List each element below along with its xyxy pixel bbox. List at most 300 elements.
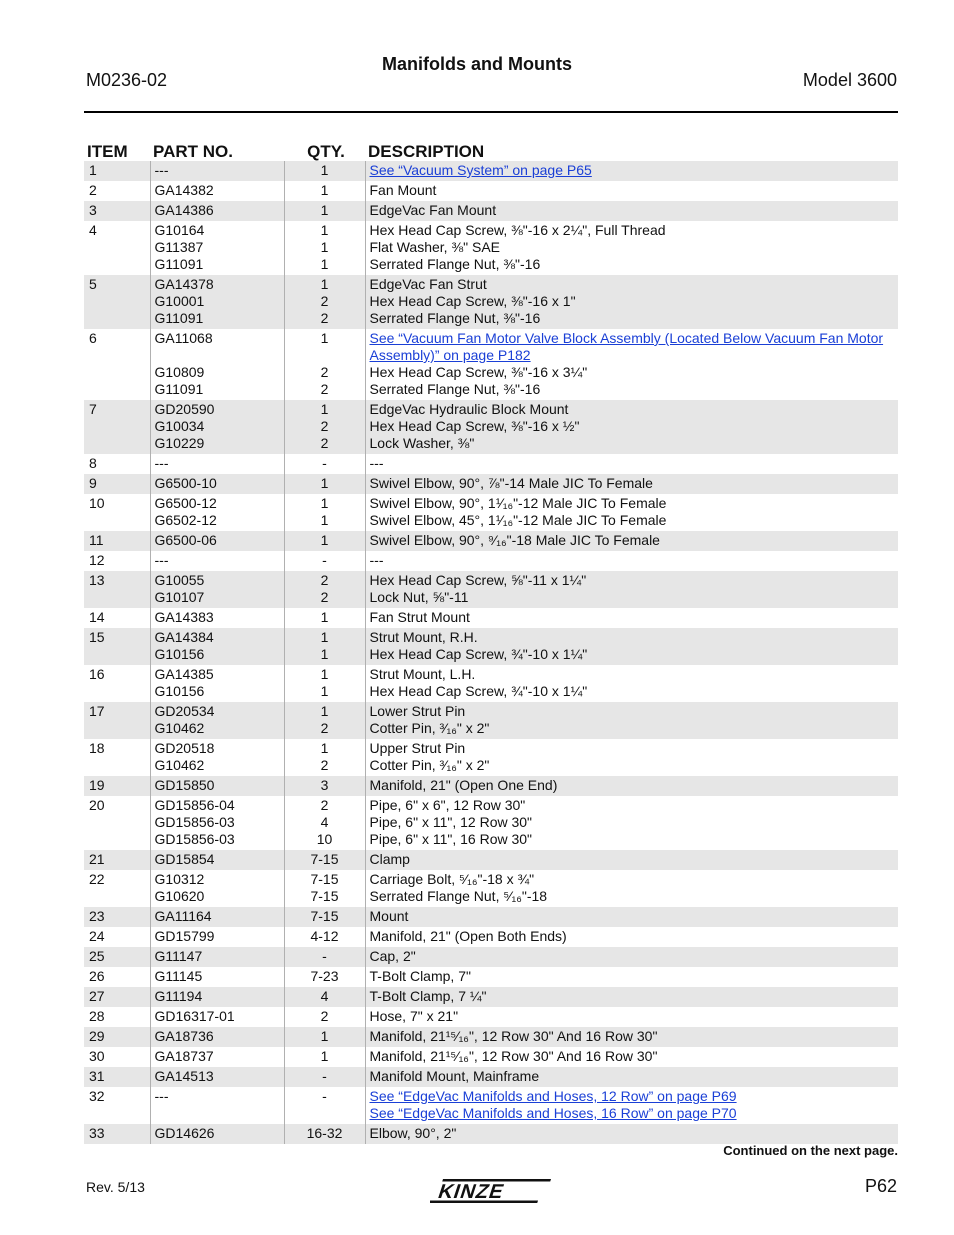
quantity-text: - bbox=[322, 1088, 327, 1104]
description-text: Swivel Elbow, 90°, ⅞"-14 Male JIC To Female bbox=[369, 475, 653, 491]
quantity-text: 2 bbox=[320, 757, 329, 773]
part-number-cell bbox=[150, 1087, 284, 1124]
quantity-cell bbox=[284, 947, 365, 967]
part-number-text: G11194 bbox=[154, 988, 203, 1004]
description-cell bbox=[365, 221, 898, 275]
part-number-text: G10156 bbox=[154, 683, 205, 699]
table-row bbox=[84, 739, 898, 776]
quantity-text: 4 bbox=[320, 814, 329, 830]
table-row bbox=[84, 1067, 898, 1087]
table-row bbox=[84, 1087, 898, 1124]
table-row bbox=[84, 628, 898, 665]
item-number: 25 bbox=[84, 947, 150, 967]
part-number-cell bbox=[150, 987, 284, 1007]
parts-table-body bbox=[84, 161, 898, 1144]
part-number-cell bbox=[150, 1047, 284, 1067]
part-number-cell bbox=[150, 628, 284, 665]
quantity-cell bbox=[284, 551, 365, 571]
part-number-text: G10156 bbox=[154, 646, 205, 662]
quantity-cell bbox=[284, 181, 365, 201]
part-number-text: --- bbox=[154, 552, 169, 568]
quantity-cell bbox=[284, 201, 365, 221]
table-row bbox=[84, 870, 898, 907]
quantity-cell bbox=[284, 329, 365, 400]
part-number-cell bbox=[150, 1027, 284, 1047]
quantity-text: 1 bbox=[320, 276, 329, 292]
item-number: 16 bbox=[89, 666, 105, 682]
description-text: Lock Nut, ⅝"-11 bbox=[369, 589, 469, 605]
part-number-cell bbox=[150, 400, 284, 454]
description-cell bbox=[365, 181, 898, 201]
table-row bbox=[84, 776, 898, 796]
description-cell bbox=[365, 776, 898, 796]
part-number-cell bbox=[150, 275, 284, 329]
description-cell bbox=[365, 628, 898, 665]
quantity-text: 2 bbox=[320, 435, 329, 451]
item-number: 19 bbox=[84, 776, 150, 796]
quantity-text: 16-32 bbox=[306, 1125, 343, 1141]
quantity-cell bbox=[284, 739, 365, 776]
description-cell bbox=[365, 1124, 898, 1144]
description-text: Mount bbox=[369, 908, 409, 924]
quantity-text: 1 bbox=[320, 256, 329, 272]
quantity-text: 7-15 bbox=[310, 908, 339, 924]
part-number-text: GA18736 bbox=[154, 1028, 214, 1044]
description-text: Cotter Pin, ³⁄₁₆" x 2" bbox=[369, 720, 490, 736]
quantity-cell bbox=[284, 927, 365, 947]
item-number: 7 bbox=[84, 400, 150, 454]
description-cell bbox=[365, 551, 898, 571]
description-text: Serrated Flange Nut, ⅜"-16 bbox=[369, 381, 541, 397]
cross-reference-link[interactable]: See “Vacuum System” on page P65 bbox=[369, 162, 592, 178]
item-number: 13 bbox=[84, 571, 150, 608]
quantity-text: - bbox=[322, 455, 327, 471]
part-number-cell bbox=[150, 181, 284, 201]
quantity-cell bbox=[284, 1087, 365, 1124]
part-number-cell bbox=[150, 927, 284, 947]
quantity-cell bbox=[284, 1124, 365, 1144]
item-number: 8 bbox=[89, 455, 97, 471]
quantity-text: 1 bbox=[320, 1028, 329, 1044]
quantity-cell bbox=[284, 967, 365, 987]
quantity-text: 4 bbox=[320, 988, 329, 1004]
quantity-text: 2 bbox=[320, 381, 329, 397]
quantity-cell bbox=[284, 161, 365, 181]
table-row bbox=[84, 275, 898, 329]
description-text: Strut Mount, R.H. bbox=[369, 629, 478, 645]
part-number-text: G10809 bbox=[154, 364, 205, 380]
part-number-cell bbox=[150, 947, 284, 967]
part-number-text: G10620 bbox=[154, 888, 205, 904]
quantity-cell bbox=[284, 1047, 365, 1067]
description-cell bbox=[365, 571, 898, 608]
quantity-cell bbox=[284, 608, 365, 628]
description-cell bbox=[365, 947, 898, 967]
cross-reference-link[interactable]: See “Vacuum Fan Motor Valve Block Assembly (Located Below Vacuum Fan Motor bbox=[369, 330, 884, 346]
model-label: Model 3600 bbox=[802, 70, 897, 90]
description-text: Serrated Flange Nut, ⅜"-16 bbox=[369, 256, 541, 272]
description-cell bbox=[365, 1047, 898, 1067]
part-number-cell bbox=[150, 907, 284, 927]
item-number: 24 bbox=[89, 928, 105, 944]
quantity-text: 1 bbox=[320, 162, 329, 178]
table-row bbox=[84, 571, 898, 608]
item-number: 29 bbox=[84, 1027, 150, 1047]
item-number: 3 bbox=[84, 201, 150, 221]
part-number-text: GD15856-03 bbox=[154, 814, 235, 830]
table-row bbox=[84, 702, 898, 739]
part-number-text: G11387 bbox=[154, 239, 204, 255]
quantity-text: 10 bbox=[316, 831, 333, 847]
quantity-cell bbox=[284, 628, 365, 665]
header-divider bbox=[84, 111, 898, 113]
quantity-cell bbox=[284, 571, 365, 608]
description-text: Clamp bbox=[369, 851, 410, 867]
table-row bbox=[84, 987, 898, 1007]
item-number: 12 bbox=[89, 552, 105, 568]
quantity-text: 1 bbox=[320, 629, 329, 645]
cross-reference-link[interactable]: See “EdgeVac Manifolds and Hoses, 12 Row” on page P69 bbox=[369, 1088, 737, 1104]
part-number-cell bbox=[150, 739, 284, 776]
table-row bbox=[84, 454, 898, 474]
part-number-text: GD15854 bbox=[154, 851, 215, 867]
quantity-cell bbox=[284, 850, 365, 870]
item-number: 23 bbox=[84, 907, 150, 927]
quantity-text: 2 bbox=[320, 310, 329, 326]
item-number: 32 bbox=[89, 1088, 105, 1104]
column-header-item: ITEM bbox=[87, 142, 128, 161]
description-cell bbox=[365, 870, 898, 907]
quantity-text: 1 bbox=[320, 666, 329, 682]
part-number-cell bbox=[150, 1007, 284, 1027]
table-row bbox=[84, 400, 898, 454]
column-header-part-no: PART NO. bbox=[153, 142, 233, 161]
description-text: Lower Strut Pin bbox=[369, 703, 466, 719]
part-number-cell bbox=[150, 608, 284, 628]
quantity-text: 1 bbox=[320, 646, 329, 662]
item-number: 15 bbox=[84, 628, 150, 665]
part-number-text: GD15850 bbox=[154, 777, 215, 793]
quantity-cell bbox=[284, 275, 365, 329]
quantity-text: 1 bbox=[320, 609, 329, 625]
description-text: Cotter Pin, ³⁄₁₆" x 2" bbox=[369, 757, 490, 773]
quantity-text: 1 bbox=[320, 401, 329, 417]
part-number-text bbox=[155, 347, 284, 364]
item-number: 33 bbox=[84, 1124, 150, 1144]
description-text: --- bbox=[369, 552, 384, 568]
quantity-cell bbox=[284, 400, 365, 454]
description-text: Serrated Flange Nut, ⁵⁄₁₆"-18 bbox=[369, 888, 548, 904]
part-number-text: --- bbox=[154, 162, 169, 178]
part-number-text: G11147 bbox=[154, 948, 203, 964]
quantity-text: 7-15 bbox=[310, 871, 339, 887]
part-number-text: G10462 bbox=[154, 720, 205, 736]
part-number-text: GA14378 bbox=[154, 276, 214, 292]
part-number-cell bbox=[150, 454, 284, 474]
part-number-cell bbox=[150, 665, 284, 702]
item-number: 21 bbox=[84, 850, 150, 870]
page-title: Manifolds and Mounts bbox=[382, 54, 572, 74]
description-text: Hex Head Cap Screw, ¾"-10 x 1¼" bbox=[369, 683, 588, 699]
description-cell bbox=[365, 987, 898, 1007]
quantity-text: 7-23 bbox=[310, 968, 339, 984]
part-number-text: GA11068 bbox=[154, 330, 213, 346]
item-number: 11 bbox=[84, 531, 150, 551]
description-text: Serrated Flange Nut, ⅜"-16 bbox=[369, 310, 541, 326]
description-text: Strut Mount, L.H. bbox=[369, 666, 476, 682]
revision-label: Rev. 5/13 bbox=[86, 1179, 145, 1195]
description-text: Upper Strut Pin bbox=[369, 740, 466, 756]
description-cell bbox=[365, 275, 898, 329]
table-row bbox=[84, 221, 898, 275]
part-number-cell bbox=[150, 850, 284, 870]
item-number: 4 bbox=[89, 222, 97, 238]
description-text: T-Bolt Clamp, 7" bbox=[369, 968, 471, 984]
description-cell bbox=[365, 494, 898, 531]
quantity-text: - bbox=[322, 948, 327, 964]
description-cell bbox=[365, 1067, 898, 1087]
quantity-cell bbox=[284, 702, 365, 739]
quantity-cell bbox=[284, 1067, 365, 1087]
quantity-text: 1 bbox=[320, 740, 329, 756]
table-row bbox=[84, 161, 898, 181]
description-cell bbox=[365, 702, 898, 739]
part-number-text: GD20590 bbox=[154, 401, 215, 417]
table-row bbox=[84, 665, 898, 702]
description-cell bbox=[365, 1087, 898, 1124]
part-number-cell bbox=[150, 161, 284, 181]
quantity-text: 1 bbox=[320, 202, 329, 218]
description-text: Hex Head Cap Screw, ⅝"-11 x 1¼" bbox=[369, 572, 587, 588]
part-number-text: GD15799 bbox=[154, 928, 215, 944]
part-number-text: G6502-12 bbox=[154, 512, 217, 528]
table-row bbox=[84, 927, 898, 947]
table-header-row bbox=[84, 140, 898, 161]
description-text: EdgeVac Fan Strut bbox=[369, 276, 487, 292]
quantity-text: 1 bbox=[320, 683, 329, 699]
column-header-description: DESCRIPTION bbox=[368, 142, 485, 161]
table-row bbox=[84, 474, 898, 494]
part-number-text: GD15856-03 bbox=[154, 831, 235, 847]
quantity-text: 3 bbox=[320, 777, 329, 793]
quantity-cell bbox=[284, 796, 365, 850]
quantity-text: - bbox=[322, 1068, 327, 1084]
part-number-text: G10001 bbox=[154, 293, 205, 309]
item-number: 9 bbox=[84, 474, 150, 494]
description-cell bbox=[365, 201, 898, 221]
quantity-text: 2 bbox=[320, 720, 329, 736]
part-number-text: G6500-06 bbox=[154, 532, 217, 548]
part-number-text: G6500-10 bbox=[154, 475, 217, 491]
quantity-cell bbox=[284, 776, 365, 796]
quantity-text: 1 bbox=[320, 512, 329, 528]
description-cell bbox=[365, 850, 898, 870]
table-row bbox=[84, 947, 898, 967]
cross-reference-link[interactable]: See “EdgeVac Manifolds and Hoses, 16 Row” on page P70 bbox=[369, 1105, 737, 1121]
item-number: 28 bbox=[89, 1008, 105, 1024]
description-text: Fan Strut Mount bbox=[369, 609, 470, 625]
item-number: 6 bbox=[89, 330, 97, 346]
part-number-cell bbox=[150, 201, 284, 221]
table-row bbox=[84, 1047, 898, 1067]
part-number-text: G10055 bbox=[154, 572, 205, 588]
description-cell bbox=[365, 161, 898, 181]
quantity-text: 7-15 bbox=[310, 851, 339, 867]
part-number-cell bbox=[150, 1124, 284, 1144]
table-row bbox=[84, 531, 898, 551]
description-cell bbox=[365, 400, 898, 454]
quantity-text: 2 bbox=[320, 589, 329, 605]
part-number-text: G10312 bbox=[154, 871, 205, 887]
quantity-text: 1 bbox=[320, 703, 329, 719]
part-number-text: GA11164 bbox=[154, 908, 212, 924]
part-number-cell bbox=[150, 776, 284, 796]
part-number-text: GD15856-04 bbox=[154, 797, 235, 813]
item-number: 27 bbox=[84, 987, 150, 1007]
part-number-text: G11145 bbox=[154, 968, 203, 984]
description-text: Pipe, 6" x 6", 12 Row 30" bbox=[369, 797, 526, 813]
part-number-text: G11091 bbox=[154, 310, 204, 326]
part-number-text: --- bbox=[154, 1088, 169, 1104]
quantity-text: 1 bbox=[320, 495, 329, 511]
description-cell bbox=[365, 796, 898, 850]
cross-reference-link[interactable]: Assembly)” on page P182 bbox=[369, 347, 531, 363]
description-text: T-Bolt Clamp, 7 ¼" bbox=[369, 988, 487, 1004]
description-text: EdgeVac Hydraulic Block Mount bbox=[369, 401, 569, 417]
quantity-cell bbox=[284, 665, 365, 702]
item-number: 17 bbox=[84, 702, 150, 739]
table-row bbox=[84, 850, 898, 870]
part-number-text: GA18737 bbox=[154, 1048, 214, 1064]
quantity-text: 2 bbox=[320, 1008, 329, 1024]
quantity-cell bbox=[284, 531, 365, 551]
description-cell bbox=[365, 531, 898, 551]
part-number-text: G11091 bbox=[154, 381, 204, 397]
description-text: Hex Head Cap Screw, ¾"-10 x 1¼" bbox=[369, 646, 588, 662]
description-cell bbox=[365, 329, 898, 400]
parts-table bbox=[84, 140, 898, 1144]
part-number-cell bbox=[150, 329, 284, 400]
description-text: Pipe, 6" x 11", 12 Row 30" bbox=[369, 814, 533, 830]
item-number: 10 bbox=[89, 495, 105, 511]
quantity-cell bbox=[284, 1027, 365, 1047]
description-text: Hose, 7" x 21" bbox=[369, 1008, 459, 1024]
description-text: Elbow, 90°, 2" bbox=[369, 1125, 457, 1141]
part-number-text: G10034 bbox=[154, 418, 205, 434]
part-number-cell bbox=[150, 474, 284, 494]
quantity-cell bbox=[284, 907, 365, 927]
item-number: 26 bbox=[89, 968, 105, 984]
quantity-cell bbox=[284, 870, 365, 907]
part-number-text: GD20534 bbox=[154, 703, 215, 719]
quantity-cell bbox=[284, 454, 365, 474]
item-number: 22 bbox=[89, 871, 105, 887]
quantity-text: 2 bbox=[320, 364, 329, 380]
description-text: Manifold, 21¹⁵⁄₁₆", 12 Row 30" And 16 Row 30" bbox=[369, 1048, 658, 1064]
item-number: 5 bbox=[84, 275, 150, 329]
part-number-text: GD16317-01 bbox=[154, 1008, 235, 1024]
part-number-cell bbox=[150, 571, 284, 608]
description-text: Swivel Elbow, 90°, 1¹⁄₁₆"-12 Male JIC To Female bbox=[369, 495, 667, 511]
table-row bbox=[84, 1027, 898, 1047]
table-row bbox=[84, 551, 898, 571]
description-text: Pipe, 6" x 11", 16 Row 30" bbox=[369, 831, 533, 847]
description-cell bbox=[365, 454, 898, 474]
part-number-cell bbox=[150, 967, 284, 987]
description-text: EdgeVac Fan Mount bbox=[369, 202, 497, 218]
column-header-qty: QTY. bbox=[307, 142, 345, 161]
quantity-text bbox=[285, 347, 365, 364]
quantity-text: 1 bbox=[320, 532, 329, 548]
part-number-cell bbox=[150, 221, 284, 275]
description-cell bbox=[365, 967, 898, 987]
quantity-text: 1 bbox=[320, 239, 329, 255]
description-text: Hex Head Cap Screw, ⅜"-16 x 1" bbox=[369, 293, 576, 309]
table-row bbox=[84, 494, 898, 531]
quantity-text: 2 bbox=[320, 797, 329, 813]
quantity-text: 2 bbox=[320, 293, 329, 309]
document-number: M0236-02 bbox=[86, 70, 168, 90]
part-number-cell bbox=[150, 531, 284, 551]
item-number: 2 bbox=[89, 182, 97, 198]
description-text: Manifold, 21" (Open Both Ends) bbox=[369, 928, 567, 944]
part-number-text: G6500-12 bbox=[154, 495, 217, 511]
table-row bbox=[84, 201, 898, 221]
description-cell bbox=[365, 927, 898, 947]
part-number-text: GA14385 bbox=[154, 666, 214, 682]
description-cell bbox=[365, 665, 898, 702]
part-number-text: G10164 bbox=[154, 222, 205, 238]
description-text: Hex Head Cap Screw, ⅜"-16 x 3¼" bbox=[369, 364, 588, 380]
quantity-text: 2 bbox=[320, 418, 329, 434]
quantity-cell bbox=[284, 1007, 365, 1027]
quantity-text: 1 bbox=[320, 182, 329, 198]
description-text: Manifold Mount, Mainframe bbox=[369, 1068, 540, 1084]
part-number-text: G11091 bbox=[154, 256, 204, 272]
quantity-text: - bbox=[322, 552, 327, 568]
part-number-cell bbox=[150, 1067, 284, 1087]
description-text: Carriage Bolt, ⁵⁄₁₆"-18 x ¾" bbox=[369, 871, 535, 887]
description-text: Swivel Elbow, 45°, 1¹⁄₁₆"-12 Male JIC To Female bbox=[369, 512, 667, 528]
part-number-text: GD20518 bbox=[154, 740, 215, 756]
description-text: Flat Washer, ⅜" SAE bbox=[369, 239, 500, 255]
item-number: 18 bbox=[89, 740, 105, 756]
quantity-text: 1 bbox=[320, 330, 329, 346]
quantity-cell bbox=[284, 474, 365, 494]
item-number: 20 bbox=[89, 797, 105, 813]
part-number-text: GA14382 bbox=[154, 182, 214, 198]
part-number-text: --- bbox=[154, 455, 169, 471]
description-cell bbox=[365, 1007, 898, 1027]
description-text: --- bbox=[369, 455, 384, 471]
part-number-cell bbox=[150, 870, 284, 907]
table-row bbox=[84, 608, 898, 628]
quantity-text: 1 bbox=[320, 1048, 329, 1064]
part-number-text: GA14384 bbox=[154, 629, 214, 645]
quantity-text: 1 bbox=[320, 222, 329, 238]
table-row bbox=[84, 967, 898, 987]
table-row bbox=[84, 329, 898, 400]
quantity-text: 1 bbox=[320, 475, 329, 491]
description-text: Lock Washer, ⅜" bbox=[369, 435, 475, 451]
quantity-cell bbox=[284, 494, 365, 531]
description-text: Swivel Elbow, 90°, ⁹⁄₁₆"-18 Male JIC To Female bbox=[369, 532, 660, 548]
part-number-cell bbox=[150, 796, 284, 850]
description-text: Manifold, 21¹⁵⁄₁₆", 12 Row 30" And 16 Row 30" bbox=[369, 1028, 658, 1044]
quantity-text: 7-15 bbox=[310, 888, 339, 904]
item-number: 31 bbox=[84, 1067, 150, 1087]
description-text: Manifold, 21" (Open One End) bbox=[369, 777, 558, 793]
